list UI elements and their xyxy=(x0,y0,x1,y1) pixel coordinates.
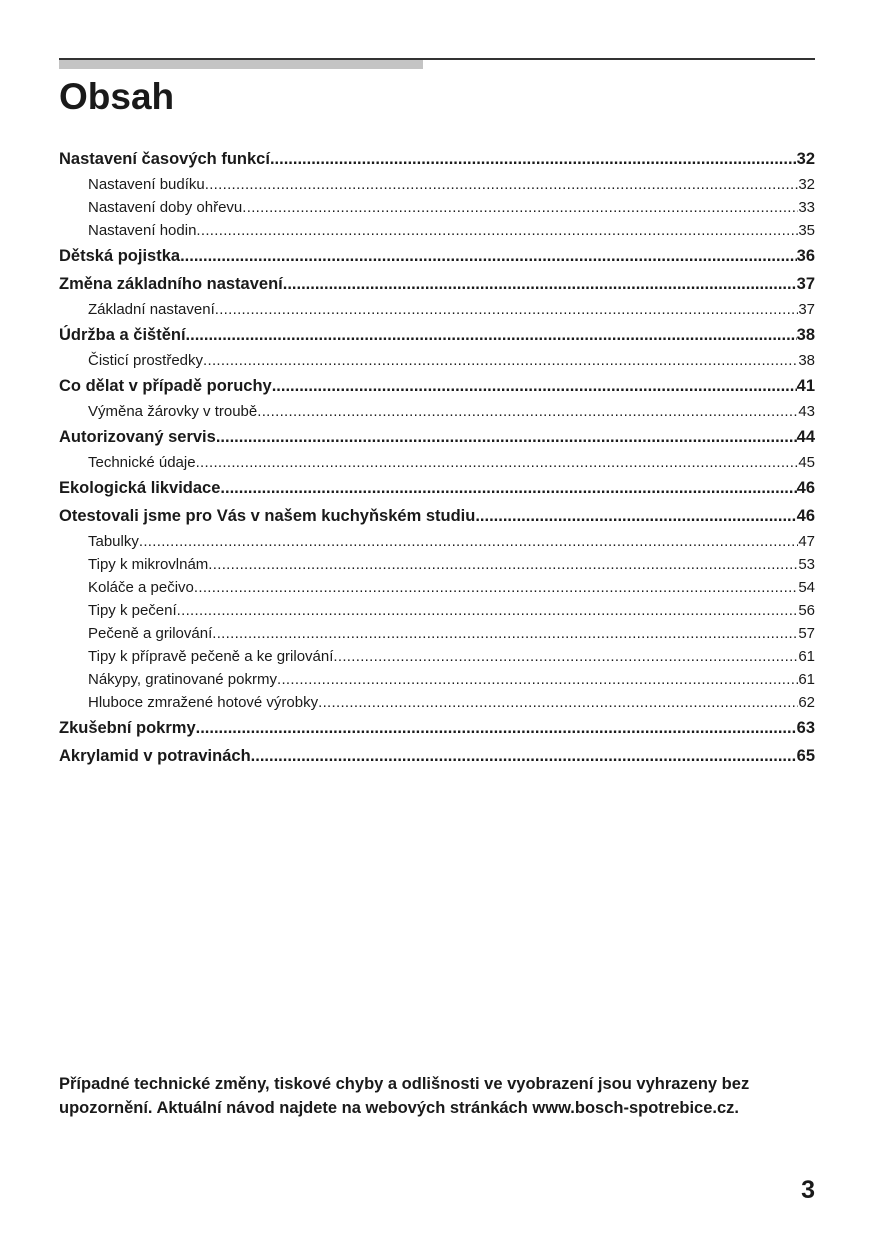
toc-entry-page: 61 xyxy=(798,648,815,665)
toc-chapter-entry[interactable] xyxy=(59,321,815,349)
toc-entry-label: Ekologická likvidace xyxy=(59,479,221,497)
toc-section-entry[interactable] xyxy=(59,451,815,474)
toc-dot-leader xyxy=(318,691,798,714)
toc-entry-label: Otestovali jsme pro Vás v našem kuchyňském studiu xyxy=(59,507,476,525)
toc-dot-leader xyxy=(475,502,796,530)
toc-entry-page: 37 xyxy=(796,275,815,293)
toc-entry-page: 46 xyxy=(796,507,815,525)
toc-entry-label: Akrylamid v potravinách xyxy=(59,747,251,765)
toc-entry-page: 53 xyxy=(798,556,815,573)
toc-entry-label: Výměna žárovky v troubě xyxy=(88,403,258,420)
toc-dot-leader xyxy=(196,451,799,474)
toc-dot-leader xyxy=(251,742,797,770)
toc-entry-page: 63 xyxy=(796,719,815,737)
toc-chapter-entry[interactable] xyxy=(59,372,815,400)
toc-entry-label: Tipy k pečení xyxy=(88,602,177,619)
toc-entry-page: 54 xyxy=(798,579,815,596)
header-accent-bar xyxy=(59,60,423,69)
toc-entry-label: Pečeně a grilování xyxy=(88,625,213,642)
toc-section-entry[interactable] xyxy=(59,668,815,691)
footer-note: Případné technické změny, tiskové chyby a odlišnosti ve vyobrazení jsou vyhrazeny bez upozornění. Aktuální návod najdete na webových stránkách www.bosch-spotrebice.cz. xyxy=(59,1075,750,1117)
toc-entry-label: Tipy k přípravě pečeně a ke grilování xyxy=(88,648,334,665)
toc-entry-page: 41 xyxy=(796,377,815,395)
toc-entry-label: Zkušební pokrmy xyxy=(59,719,196,737)
toc-dot-leader xyxy=(194,576,798,599)
toc-entry-page: 46 xyxy=(796,479,815,497)
toc-section-entry[interactable] xyxy=(59,622,815,645)
toc-entry-page: 37 xyxy=(798,301,815,318)
toc-entry-label: Nastavení budíku xyxy=(88,176,205,193)
toc-dot-leader xyxy=(186,321,797,349)
toc-chapter-entry[interactable] xyxy=(59,242,815,270)
toc-dot-leader xyxy=(270,145,797,173)
toc-section-entry[interactable] xyxy=(59,219,815,242)
toc-entry-label: Tabulky xyxy=(88,533,139,550)
toc-dot-leader xyxy=(220,474,796,502)
toc-entry-page: 35 xyxy=(798,222,815,239)
toc-dot-leader xyxy=(277,668,798,691)
toc-entry-label: Nákypy, gratinované pokrmy xyxy=(88,671,277,688)
table-of-contents xyxy=(59,145,815,770)
toc-entry-label: Tipy k mikrovlnám xyxy=(88,556,209,573)
toc-entry-page: 43 xyxy=(798,403,815,420)
toc-section-entry[interactable] xyxy=(59,691,815,714)
toc-chapter-entry[interactable] xyxy=(59,474,815,502)
toc-chapter-entry[interactable] xyxy=(59,423,815,451)
toc-section-entry[interactable] xyxy=(59,400,815,423)
toc-dot-leader xyxy=(180,242,797,270)
toc-chapter-entry[interactable] xyxy=(59,742,815,770)
toc-entry-page: 44 xyxy=(796,428,815,446)
toc-dot-leader xyxy=(203,349,798,372)
toc-section-entry[interactable] xyxy=(59,645,815,668)
toc-entry-page: 56 xyxy=(798,602,815,619)
toc-chapter-entry[interactable] xyxy=(59,270,815,298)
toc-entry-label: Nastavení časových funkcí xyxy=(59,150,270,168)
toc-chapter-entry[interactable] xyxy=(59,145,815,173)
toc-dot-leader xyxy=(333,645,798,668)
toc-entry-label: Změna základního nastavení xyxy=(59,275,283,293)
toc-entry-label: Koláče a pečivo xyxy=(88,579,194,596)
toc-entry-label: Nastavení hodin xyxy=(88,222,197,239)
toc-entry-page: 57 xyxy=(798,625,815,642)
toc-entry-label: Hluboce zmražené hotové výrobky xyxy=(88,694,319,711)
toc-entry-page: 61 xyxy=(798,671,815,688)
toc-entry-page: 38 xyxy=(798,352,815,369)
toc-dot-leader xyxy=(139,530,798,553)
toc-dot-leader xyxy=(205,173,799,196)
toc-entry-page: 62 xyxy=(798,694,815,711)
toc-dot-leader xyxy=(242,196,798,219)
toc-entry-page: 38 xyxy=(796,326,815,344)
toc-chapter-entry[interactable] xyxy=(59,502,815,530)
toc-section-entry[interactable] xyxy=(59,553,815,576)
toc-section-entry[interactable] xyxy=(59,599,815,622)
toc-dot-leader xyxy=(272,372,797,400)
toc-chapter-entry[interactable] xyxy=(59,714,815,742)
toc-section-entry[interactable] xyxy=(59,576,815,599)
toc-entry-label: Dětská pojistka xyxy=(59,247,181,265)
toc-dot-leader xyxy=(215,298,799,321)
toc-dot-leader xyxy=(196,219,798,242)
page-number: 3 xyxy=(801,1176,815,1204)
toc-entry-label: Nastavení doby ohřevu xyxy=(88,199,243,216)
toc-entry-page: 36 xyxy=(796,247,815,265)
toc-dot-leader xyxy=(208,553,798,576)
toc-entry-page: 65 xyxy=(796,747,815,765)
toc-entry-page: 47 xyxy=(798,533,815,550)
toc-entry-label: Základní nastavení xyxy=(88,301,215,318)
toc-entry-page: 33 xyxy=(798,199,815,216)
toc-section-entry[interactable] xyxy=(59,196,815,219)
toc-section-entry[interactable] xyxy=(59,298,815,321)
page-title: Obsah xyxy=(59,76,175,117)
toc-section-entry[interactable] xyxy=(59,530,815,553)
toc-entry-label: Technické údaje xyxy=(88,454,196,471)
toc-entry-label: Údržba a čištění xyxy=(59,326,186,344)
toc-section-entry[interactable] xyxy=(59,173,815,196)
toc-entry-label: Autorizovaný servis xyxy=(59,428,216,446)
toc-entry-label: Čisticí prostředky xyxy=(88,352,204,369)
toc-dot-leader xyxy=(196,714,797,742)
toc-dot-leader xyxy=(216,423,797,451)
toc-entry-page: 32 xyxy=(798,176,815,193)
toc-dot-leader xyxy=(212,622,798,645)
toc-dot-leader xyxy=(257,400,798,423)
toc-entry-page: 45 xyxy=(798,454,815,471)
toc-entry-page: 32 xyxy=(796,150,815,168)
toc-dot-leader xyxy=(283,270,797,298)
toc-entry-label: Co dělat v případě poruchy xyxy=(59,377,272,395)
toc-dot-leader xyxy=(177,599,799,622)
toc-section-entry[interactable] xyxy=(59,349,815,372)
